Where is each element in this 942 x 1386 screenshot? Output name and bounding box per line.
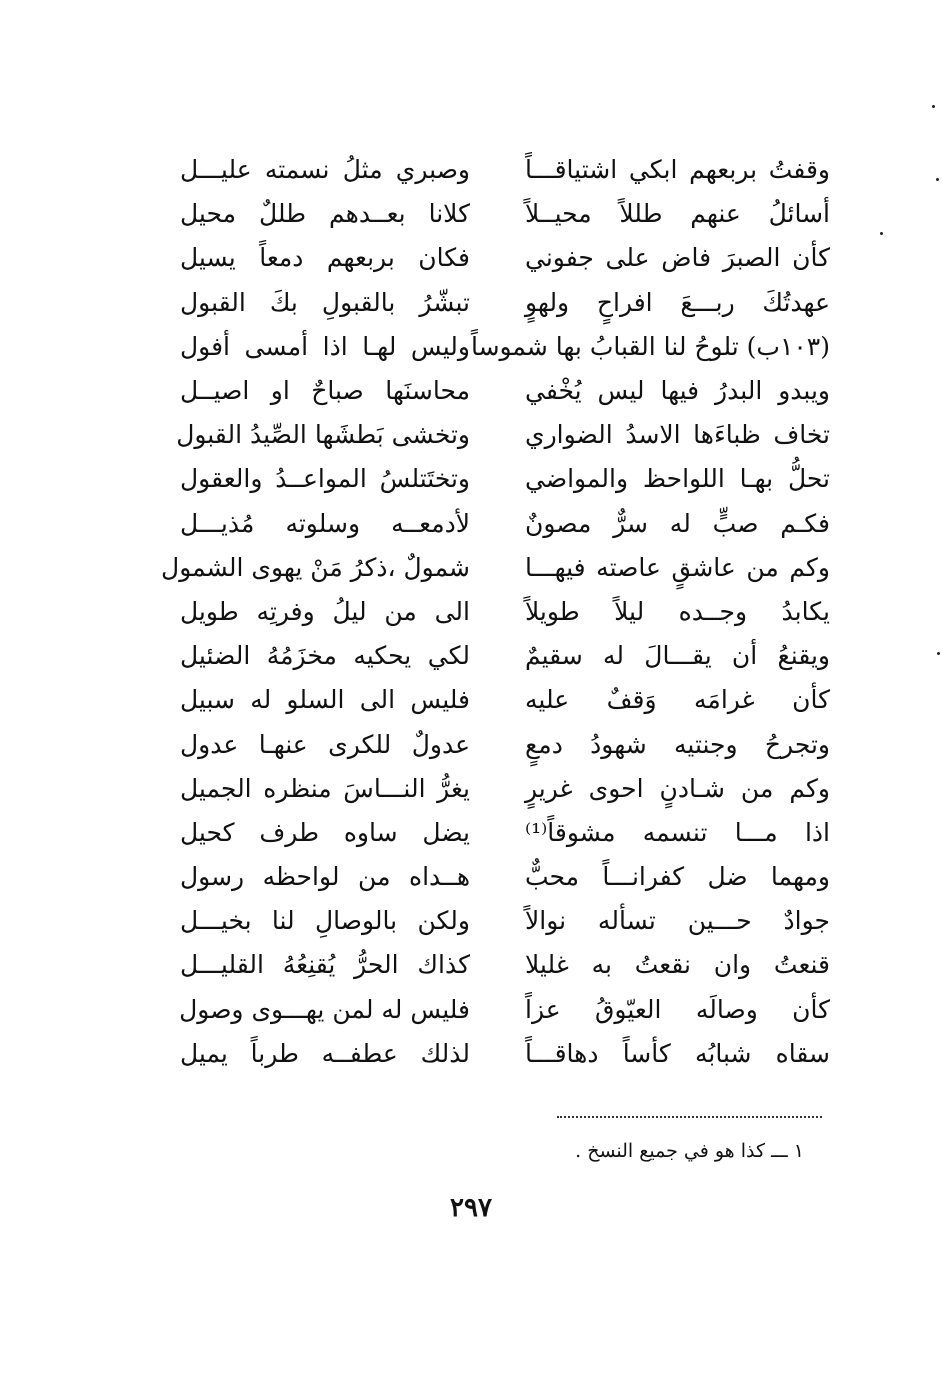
first-hemistich: وكم من عاشقٍ عاصته فيهـــا: [525, 552, 830, 582]
first-hemistich: أسائلُ عنهم طللاً محيــلاً: [525, 199, 830, 229]
page-number: ٢٩٧: [450, 1193, 492, 1223]
first-hemistich: فكـم صبٍّ له سرٌّ مصونٌ: [525, 508, 830, 538]
verse-line: [180, 325, 830, 369]
second-hemistich: يضل ساوه طرف كحيل: [180, 817, 470, 847]
first-hemistich: ومهما ضل كفرانـــاً محبٌّ: [525, 862, 830, 892]
verse-line: [176, 413, 830, 457]
second-hemistich: كذاك الحرُّ يُقنِعُهُ القليـــل: [180, 950, 470, 980]
first-hemistich: (١٠٣ب) تلوحُ لنا القبابُ بها شموساً: [470, 331, 830, 361]
second-hemistich: فليس الى السلو له سبيل: [180, 685, 470, 715]
first-hemistich: ويقنعُ أن يقـــالَ له سقيمٌ: [525, 641, 830, 671]
first-hemistich: كأن غرامَه وَقفٌ عليه: [525, 685, 830, 715]
second-hemistich: تبشّرُ بالقبولِ بكَ القبول: [180, 287, 470, 317]
poem: [161, 148, 830, 1076]
verse-line: [180, 236, 830, 280]
margin-mark: [880, 232, 883, 235]
first-hemistich: عهدتُكَ ربـــعَ افراحٍ ولهوٍ: [525, 287, 830, 317]
second-hemistich: لأدمعــه وسلوته مُذيـــل: [180, 508, 470, 538]
margin-mark: [937, 652, 940, 655]
first-hemistich: قنعتُ وان نقعتُ به غليلا: [525, 950, 830, 980]
second-hemistich: شمولٌ ،ذكرُ مَنْ يهوى الشمول: [161, 552, 470, 582]
second-hemistich: وتختَتلسُ المواعــدُ والعقول: [180, 464, 470, 494]
first-hemistich: وقفتُ بربعهم ابكي اشتياقـــاً: [525, 155, 830, 185]
verse-line: [180, 281, 830, 325]
verse-line: [180, 678, 830, 722]
first-hemistich: جوادٌ حـــين تسأله نوالاً: [525, 906, 830, 936]
second-hemistich: وصبري مثلُ نسمته عليـــل: [180, 155, 470, 185]
first-hemistich: وتجرحُ وجنتيه شهودُ دمعٍ: [525, 729, 830, 759]
first-hemistich: كأن وصالَه العيّوقُ عزاً: [525, 994, 830, 1024]
first-hemistich: ويبدو البدرُ فيها ليس يُخْفي: [525, 376, 830, 406]
verse-line: [161, 546, 830, 590]
second-hemistich: يغرُّ النـــاسَ منظره الجميل: [180, 773, 470, 803]
first-hemistich: تحلُّ بهـا اللواحظ والمواضي: [525, 464, 830, 494]
verse-line: [180, 369, 830, 413]
verse-line: [180, 457, 830, 501]
second-hemistich: هــداه من لواحظه رسول: [180, 862, 470, 892]
verse-line: [180, 767, 830, 811]
second-hemistich: وتخشى بَطشَها الصِّيدُ القبول: [176, 420, 470, 450]
margin-mark: [936, 178, 939, 181]
verse-line: [180, 1032, 830, 1076]
first-hemistich: يكابدُ وجــده ليلاً طويلاً: [525, 596, 830, 626]
second-hemistich: عدولٌ للكرى عنهـا عدول: [180, 729, 470, 759]
verse-line: [180, 943, 830, 987]
verse-line: [180, 811, 830, 855]
verse-line: [180, 192, 830, 236]
footnote: ١ ـــ كذا هو في جميع النسخ .: [575, 1140, 804, 1162]
first-hemistich: تخاف ظباءَها الاسدُ الضواري: [525, 420, 830, 450]
second-hemistich: وليس لهـا اذا أمسى أفول: [180, 331, 470, 361]
second-hemistich: لذلك عطفــه طرباً يميل: [180, 1038, 470, 1068]
verse-line: [180, 634, 830, 678]
verse-line: [180, 988, 830, 1032]
verse-line: [180, 899, 830, 943]
second-hemistich: فكان بربعهم دمعاً يسيل: [180, 243, 470, 273]
second-hemistich: كلانا بعــدهم طللٌ محيل: [180, 199, 470, 229]
footnote-divider: [557, 1116, 822, 1118]
verse-line: [180, 502, 830, 546]
second-hemistich: ولكن بالوصالِ لنا بخيـــل: [180, 906, 470, 936]
verse-line: [180, 590, 830, 634]
second-hemistich: الى من ليلُ وفرتِه طويل: [180, 596, 470, 626]
first-hemistich: سقاه شبابُه كأساً دهاقـــاً: [525, 1038, 830, 1068]
second-hemistich: محاسنَها صباحٌ او اصيــل: [180, 376, 470, 406]
verse-line: [180, 855, 830, 899]
verse-line: [180, 722, 830, 766]
first-hemistich: كأن الصبرَ فاض على جفوني: [525, 243, 830, 273]
first-hemistich: وكم من شـادنٍ احوى غريرٍ: [525, 773, 830, 803]
first-hemistich: اذا مـــا تنسمه مشوقاً⁽¹⁾: [525, 817, 830, 847]
second-hemistich: لكي يحكيه مخزَمُهُ الضئيل: [180, 641, 470, 671]
margin-mark: [932, 105, 935, 108]
second-hemistich: فليس له لمن يهـــوى وصول: [179, 994, 470, 1024]
verse-line: [180, 148, 830, 192]
